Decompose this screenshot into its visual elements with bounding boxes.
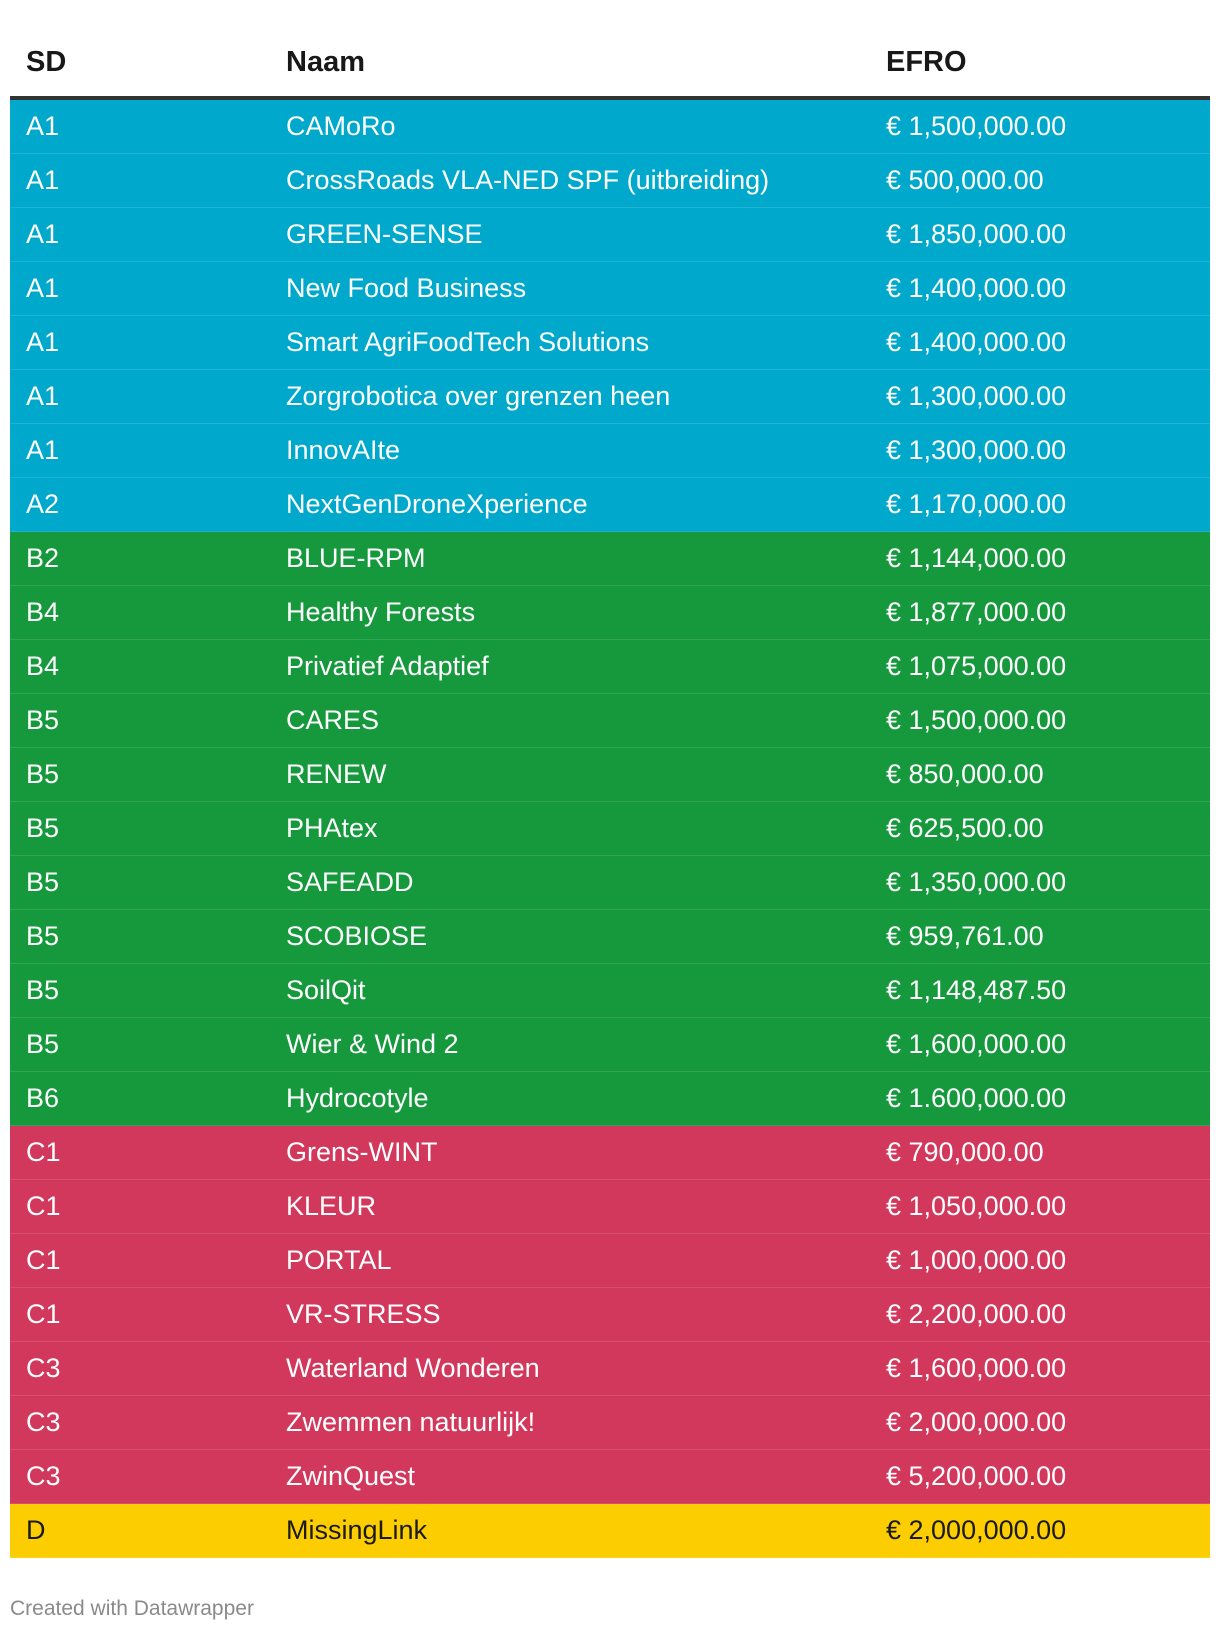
sd-cell: C1 — [26, 1137, 61, 1167]
table-row — [10, 1396, 1210, 1450]
table-row — [10, 154, 1210, 208]
table-row — [10, 532, 1210, 586]
sd-cell: C3 — [26, 1461, 61, 1491]
table-body — [10, 100, 1210, 1558]
efro-cell: € 1,050,000.00 — [886, 1191, 1067, 1221]
table-row — [10, 856, 1210, 910]
sd-cell: C1 — [26, 1299, 61, 1329]
table-row — [10, 748, 1210, 802]
efro-cell: € 1,300,000.00 — [886, 381, 1067, 411]
naam-cell: PHAtex — [286, 813, 378, 843]
efro-cell: € 1,500,000.00 — [886, 111, 1067, 141]
efro-cell: € 1.600,000.00 — [886, 1083, 1067, 1113]
table-row — [10, 316, 1210, 370]
efro-cell: € 625,500.00 — [886, 813, 1044, 843]
naam-cell: InnovAIte — [286, 435, 401, 465]
sd-cell: B2 — [26, 543, 60, 573]
efro-cell: € 959,761.00 — [886, 921, 1044, 951]
naam-cell: NextGenDroneXperience — [286, 489, 588, 519]
sd-cell: B5 — [26, 1029, 60, 1059]
sd-cell: C3 — [26, 1407, 61, 1437]
table-row — [10, 1018, 1210, 1072]
table-row — [10, 208, 1210, 262]
naam-cell: RENEW — [286, 759, 387, 789]
sd-cell: A1 — [26, 381, 60, 411]
sd-cell: C1 — [26, 1245, 61, 1275]
naam-cell: Privatief Adaptief — [286, 651, 489, 681]
naam-cell: SAFEADD — [286, 867, 414, 897]
table-row — [10, 424, 1210, 478]
sd-cell: A2 — [26, 489, 60, 519]
table-row — [10, 694, 1210, 748]
table-row — [10, 1126, 1210, 1180]
sd-cell: A1 — [26, 327, 60, 357]
naam-cell: ZwinQuest — [286, 1461, 416, 1491]
sd-cell: B6 — [26, 1083, 60, 1113]
naam-cell: Zwemmen natuurlijk! — [286, 1407, 536, 1437]
sd-cell: B5 — [26, 867, 60, 897]
sd-cell: C3 — [26, 1353, 61, 1383]
naam-cell: CAMoRo — [286, 111, 396, 141]
efro-cell: € 1,144,000.00 — [886, 543, 1067, 573]
sd-cell: A1 — [26, 435, 60, 465]
naam-cell: SoilQit — [286, 975, 366, 1005]
sd-cell: A1 — [26, 273, 60, 303]
table-row — [10, 640, 1210, 694]
sd-cell: A1 — [26, 219, 60, 249]
naam-cell: Zorgrobotica over grenzen heen — [286, 381, 671, 411]
naam-cell: Healthy Forests — [286, 597, 476, 627]
table-row — [10, 1288, 1210, 1342]
header-naam[interactable]: Naam — [286, 45, 365, 78]
naam-cell: GREEN-SENSE — [286, 219, 483, 249]
naam-cell: New Food Business — [286, 273, 527, 303]
table-row — [10, 964, 1210, 1018]
efro-cell: € 500,000.00 — [886, 165, 1044, 195]
naam-cell: SCOBIOSE — [286, 921, 428, 951]
table-row — [10, 910, 1210, 964]
sd-cell: B4 — [26, 651, 60, 681]
efro-cell: € 1,600,000.00 — [886, 1353, 1067, 1383]
table-header — [10, 28, 1210, 100]
sd-cell: A1 — [26, 165, 60, 195]
efro-cell: € 1,850,000.00 — [886, 219, 1067, 249]
efro-cell: € 850,000.00 — [886, 759, 1044, 789]
efro-cell: € 1,170,000.00 — [886, 489, 1067, 519]
efro-cell: € 1,148,487.50 — [886, 975, 1067, 1005]
efro-cell: € 5,200,000.00 — [886, 1461, 1067, 1491]
naam-cell: CrossRoads VLA-NED SPF (uitbreiding) — [286, 165, 770, 195]
table-row — [10, 1450, 1210, 1504]
table-row — [10, 1072, 1210, 1126]
table-row — [10, 262, 1210, 316]
naam-cell: Smart AgriFoodTech Solutions — [286, 327, 650, 357]
table-row — [10, 586, 1210, 640]
header-sd[interactable]: SD — [26, 45, 67, 78]
sd-cell: C1 — [26, 1191, 61, 1221]
efro-cell: € 1,350,000.00 — [886, 867, 1067, 897]
efro-cell: € 1,877,000.00 — [886, 597, 1067, 627]
efro-cell: € 2,000,000.00 — [886, 1515, 1067, 1545]
data-table — [10, 28, 1210, 1558]
sd-cell: B5 — [26, 759, 60, 789]
table-row — [10, 802, 1210, 856]
table-row — [10, 100, 1210, 154]
efro-cell: € 790,000.00 — [886, 1137, 1044, 1167]
efro-cell: € 2,000,000.00 — [886, 1407, 1067, 1437]
sd-cell: B5 — [26, 813, 60, 843]
naam-cell: Hydrocotyle — [286, 1083, 429, 1113]
naam-cell: PORTAL — [286, 1245, 392, 1275]
naam-cell: Wier & Wind 2 — [286, 1029, 459, 1059]
naam-cell: CARES — [286, 705, 380, 735]
naam-cell: BLUE-RPM — [286, 543, 426, 573]
sd-cell: D — [26, 1515, 46, 1545]
table-row — [10, 1234, 1210, 1288]
table-row — [10, 1342, 1210, 1396]
naam-cell: VR-STRESS — [286, 1299, 441, 1329]
sd-cell: B4 — [26, 597, 60, 627]
sd-cell: A1 — [26, 111, 60, 141]
header-efro[interactable]: EFRO — [886, 45, 967, 78]
naam-cell: MissingLink — [286, 1515, 428, 1545]
efro-cell: € 1,000,000.00 — [886, 1245, 1067, 1275]
table-row — [10, 370, 1210, 424]
sd-cell: B5 — [26, 975, 60, 1005]
naam-cell: Waterland Wonderen — [286, 1353, 540, 1383]
efro-cell: € 1,400,000.00 — [886, 327, 1067, 357]
table-row — [10, 1504, 1210, 1558]
sd-cell: B5 — [26, 921, 60, 951]
naam-cell: KLEUR — [286, 1191, 377, 1221]
footer-credit[interactable]: Created with Datawrapper — [10, 1597, 254, 1620]
sd-cell: B5 — [26, 705, 60, 735]
table-row — [10, 1180, 1210, 1234]
table-row — [10, 478, 1210, 532]
efro-cell: € 1,600,000.00 — [886, 1029, 1067, 1059]
naam-cell: Grens-WINT — [286, 1137, 438, 1167]
efro-cell: € 1,400,000.00 — [886, 273, 1067, 303]
efro-cell: € 2,200,000.00 — [886, 1299, 1067, 1329]
efro-cell: € 1,500,000.00 — [886, 705, 1067, 735]
efro-cell: € 1,075,000.00 — [886, 651, 1067, 681]
efro-cell: € 1,300,000.00 — [886, 435, 1067, 465]
